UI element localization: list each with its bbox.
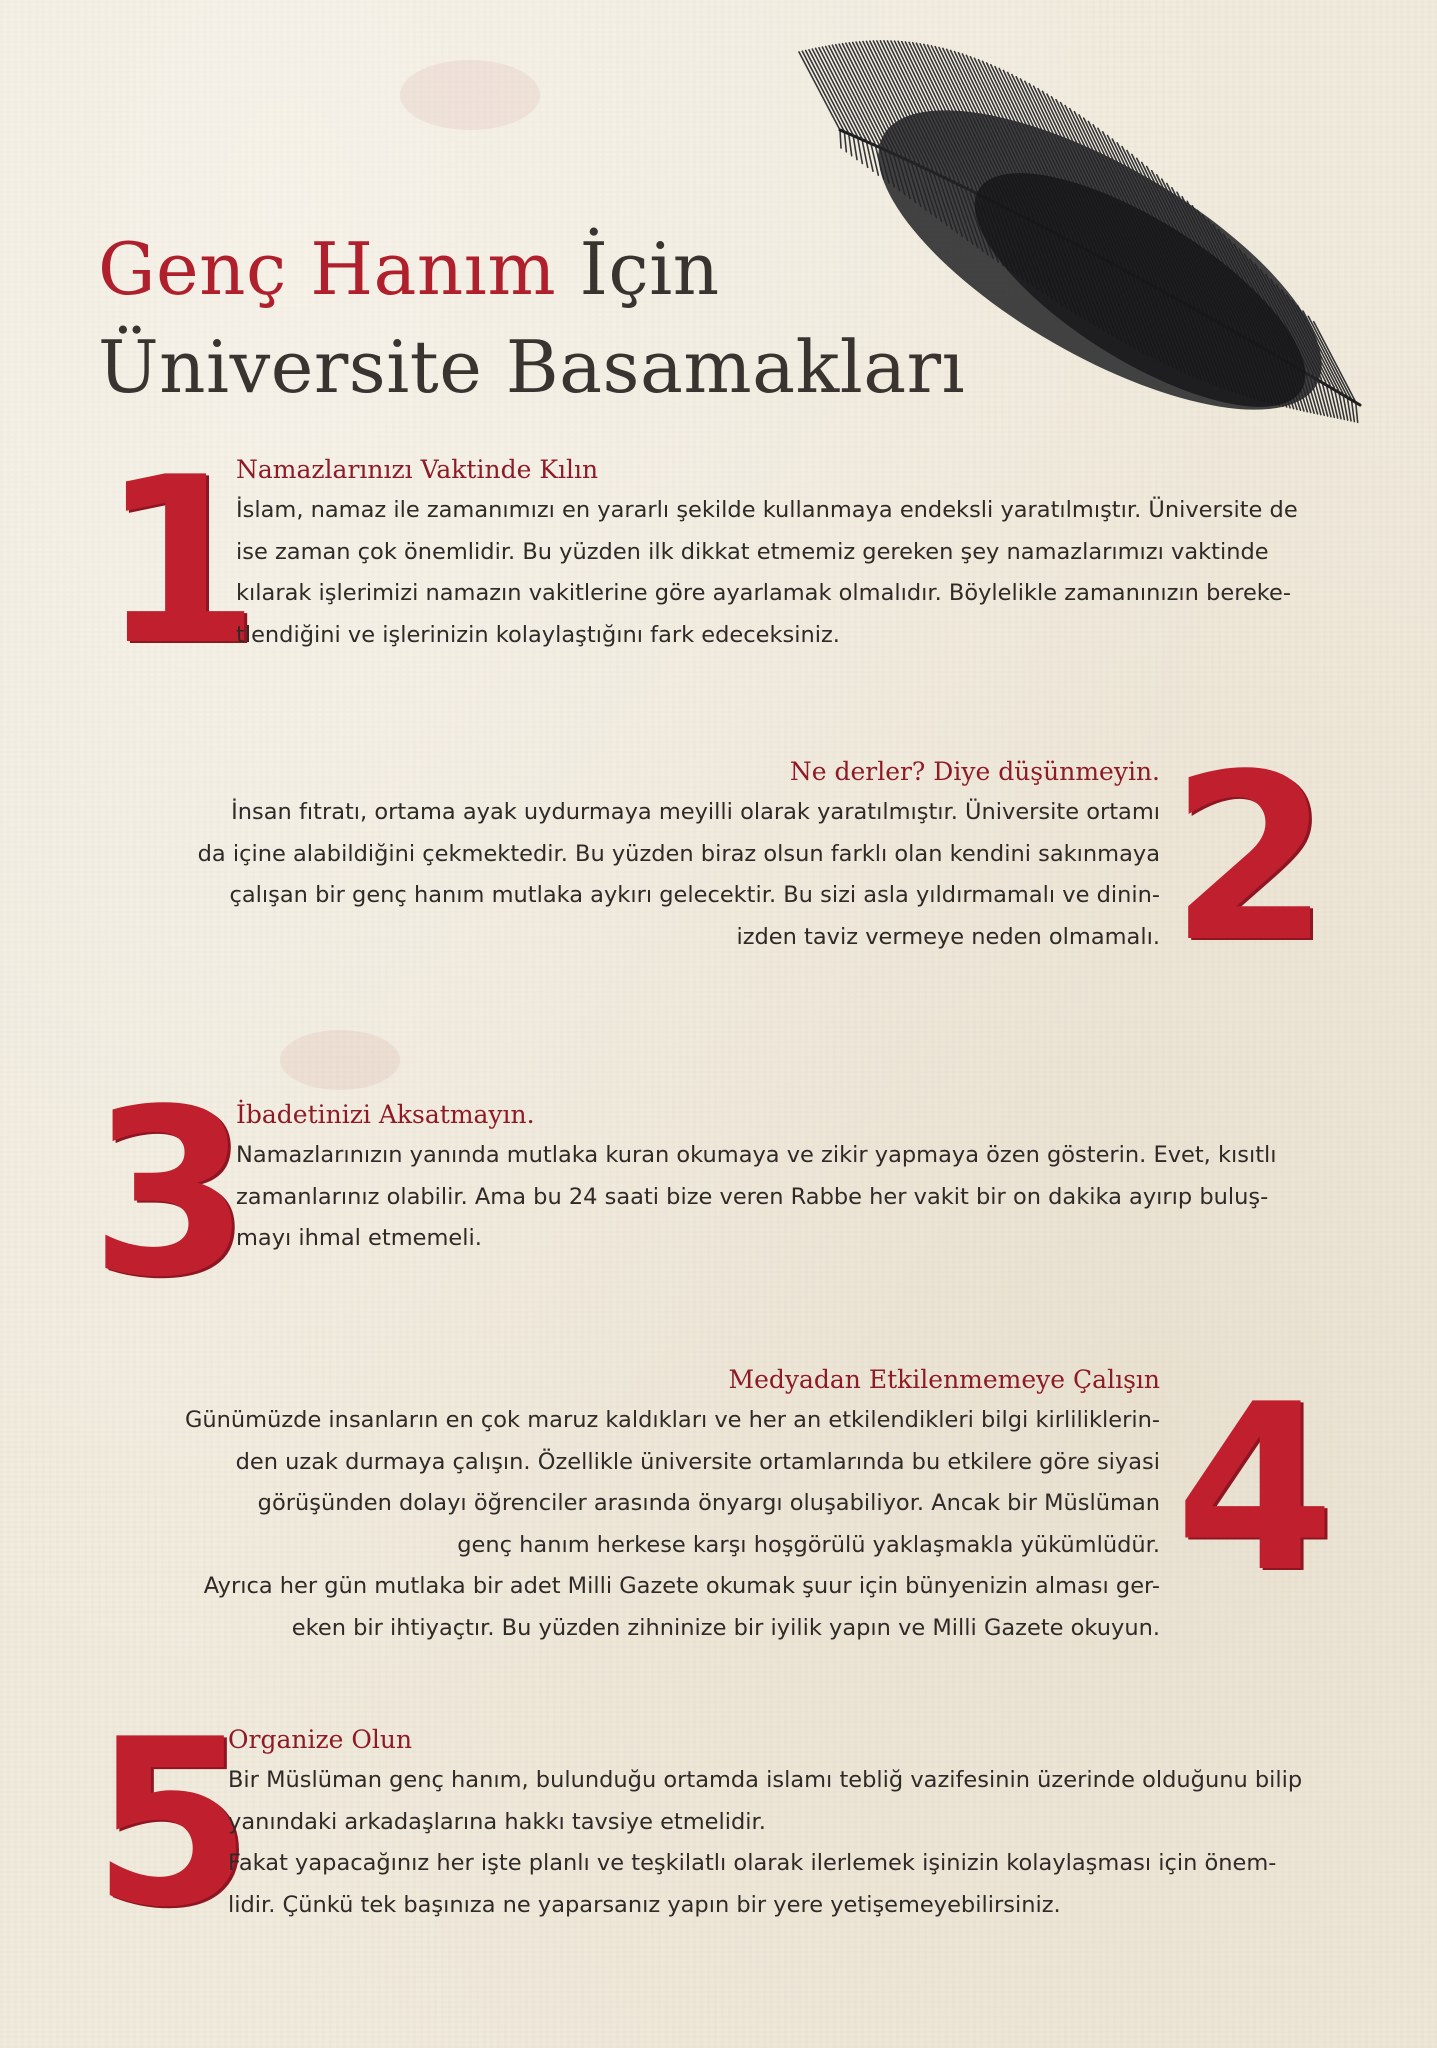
step-1 (236, 450, 1316, 656)
step-text-line: yanındaki arkadaşlarına hakkı tavsiye etmelidir. (228, 1808, 766, 1835)
step-text-line: Fakat yapacağınız her işte planlı ve teşkilatlı olarak ilerlemek işinizin kolaylaşması için önem- (228, 1850, 1277, 1876)
step-text-line: kılarak işlerimizi namazın vakitlerine göre ayarlamak olmalıdır. Böylelikle zamanınızın bereke- (236, 580, 1291, 606)
step-text-line: Namazlarınızın yanında mutlaka kuran okumaya ve zikir yapmaya özen gösterin. Evet, kısıtlı (236, 1142, 1277, 1168)
step-heading: Namazlarınızı Vaktinde Kılın (236, 455, 599, 484)
step-text-line: mayı ihmal etmemeli. (236, 1225, 482, 1251)
step-text-line: den uzak durmaya çalışın. Özellikle üniversite ortamlarında bu etkilere göre siyasi (235, 1448, 1160, 1475)
step-text-line: eken bir ihtiyaçtır. Bu yüzden zihninize bir iyilik yapın ve Milli Gazete okuyun. (291, 1614, 1160, 1641)
step-text-line: çalışan bir genç hanım mutlaka aykırı gelecektir. Bu sizi asla yıldırmamalı ve dinin- (229, 882, 1160, 908)
step-text-line: İnsan fıtratı, ortama ayak uydurmaya meyilli olarak yaratılmıştır. Üniversite ortamı (231, 799, 1160, 825)
step-text-line: lidir. Çünkü tek başınıza ne yaparsanız yapın bir yere yetişemeyebilirsiniz. (228, 1891, 1061, 1918)
step-number-4: 4 (1175, 1356, 1336, 1623)
title-line-2: Üniversite Basamakları (98, 325, 966, 409)
paper-stain (400, 60, 540, 130)
step-text-line: ise zaman çok önemlidir. Bu yüzden ilk dikkat etmemiz gereken şey namazlarımızı vaktinde (236, 538, 1269, 565)
feather-barb (849, 133, 852, 156)
step-text-line: zamanlarınız olabilir. Ama bu 24 saati bize veren Rabbe her vakit bir on dakika ayırıp buluş- (236, 1183, 1269, 1210)
step-text-line: Günümüzde insanların en çok maruz kaldıkları ve her an etkilendikleri bilgi kirliliklerin- (184, 1407, 1160, 1433)
title-suffix: İçin (556, 227, 720, 311)
step-heading: Ne derler? Diye düşünmeyin. (789, 757, 1160, 786)
step-number-3: 3 (90, 1061, 251, 1328)
paper-stain (280, 1030, 400, 1090)
step-4 (60, 1360, 1160, 1649)
step-5 (228, 1720, 1318, 1926)
step-number-5: 5 (92, 1691, 253, 1958)
step-text-line: İslam, namaz ile zamanımızı en yararlı şekilde kullanmaya endeksli yaratılmıştır. Üniversite de (236, 497, 1298, 523)
step-text-line: Bir Müslüman genç hanım, bulunduğu ortamda islamı tebliğ vazifesinin üzerinde olduğunu bilip (228, 1767, 1303, 1793)
step-text-line: tlendiğini ve işlerinizin kolaylaştığını fark edeceksiniz. (236, 621, 840, 648)
step-heading: Organize Olun (228, 1725, 413, 1754)
step-text-line: görüşünden dolayı öğrenciler arasında önyargı oluşabiliyor. Ancak bir Müslüman (257, 1490, 1160, 1516)
feather-barb (844, 132, 846, 152)
feather-barb (840, 130, 841, 148)
step-2 (100, 752, 1160, 958)
title-highlight: Genç Hanım (98, 227, 557, 311)
step-number-1: 1 (100, 429, 261, 696)
step-text-line: genç hanım herkese karşı hoşgörülü yaklaşmakla yükümlüdür. (457, 1531, 1160, 1558)
step-heading: Medyadan Etkilenmemeye Çalışın (728, 1365, 1160, 1394)
step-3 (236, 1095, 1316, 1260)
step-heading: İbadetinizi Aksatmayın. (236, 1100, 535, 1129)
step-text-line: da içine alabildiğini çekmektedir. Bu yüzden biraz olsun farklı olan kendini sakınmaya (197, 840, 1160, 867)
step-text-line: Ayrıca her gün mutlaka bir adet Milli Gazete okumak şuur için bünyenizin alması ger- (203, 1573, 1160, 1599)
page-title (98, 220, 965, 416)
step-number-2: 2 (1170, 726, 1331, 993)
feather-barb (812, 49, 857, 136)
step-text-line: izden taviz vermeye neden olmamalı. (736, 923, 1160, 950)
